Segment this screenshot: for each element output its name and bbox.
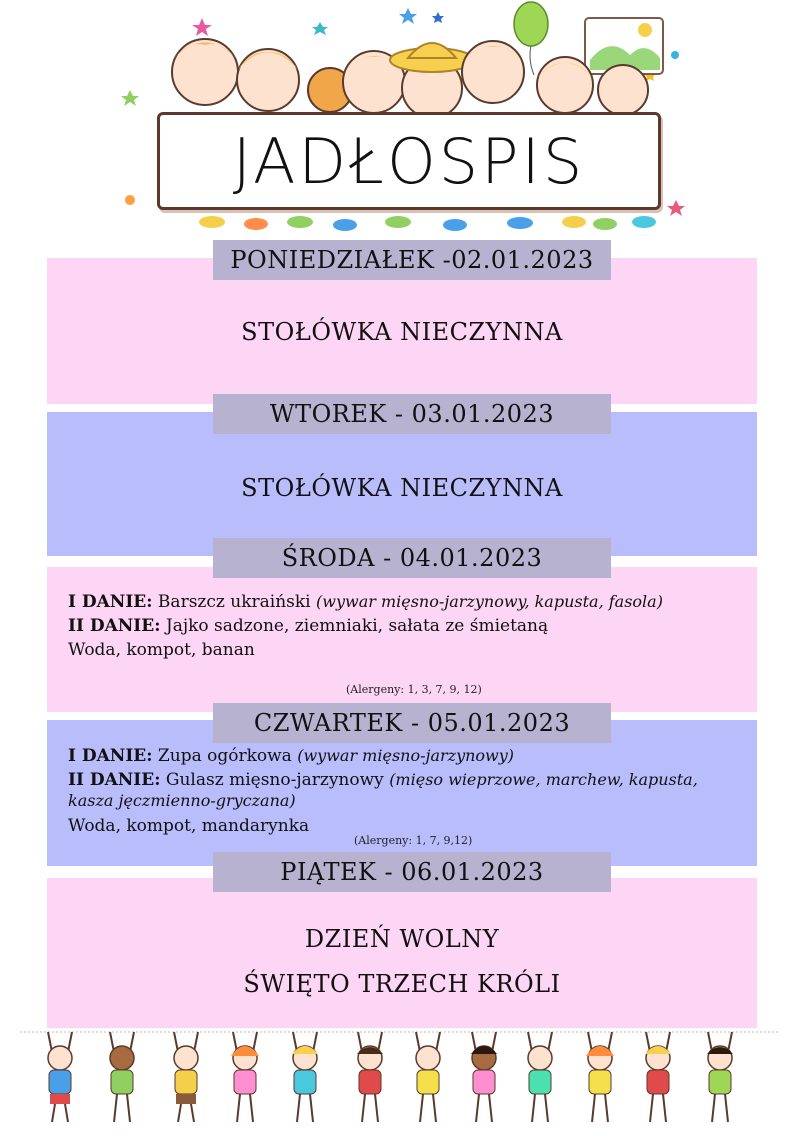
menu-thursday bbox=[68, 744, 758, 838]
hanging-kids-art bbox=[0, 1030, 800, 1132]
day-message-friday-2: ŚWIĘTO TRZECH KRÓLI bbox=[243, 970, 561, 998]
allergens-wednesday: (Alergeny: 1, 3, 7, 9, 12) bbox=[346, 683, 482, 696]
menu-line-second-course: II DANIE: Jajko sadzone, ziemniaki, sałata ze śmietaną bbox=[68, 616, 549, 636]
day-message-monday: STOŁÓWKA NIECZYNNA bbox=[241, 318, 563, 346]
kid-feet bbox=[199, 216, 656, 231]
allergens-thursday: (Alergeny: 1, 7, 9,12) bbox=[354, 834, 473, 847]
menu-line-second-course-cont: kasza jęczmienno-gryczana) bbox=[68, 791, 296, 810]
kid-heads bbox=[172, 39, 648, 118]
day-label-thursday: CZWARTEK - 05.01.2023 bbox=[213, 703, 611, 743]
menu-line-first-course: I DANIE: Zupa ogórkowa (wywar mięsno-jarzynowy) bbox=[68, 746, 515, 766]
hanging-kids bbox=[48, 1032, 733, 1122]
page-title: JADŁOSPIS bbox=[232, 124, 586, 198]
header-illustration bbox=[0, 0, 800, 235]
menu-line-drinks: Woda, kompot, banan bbox=[68, 640, 255, 660]
title-banner bbox=[157, 112, 661, 210]
day-message-tuesday: STOŁÓWKA NIECZYNNA bbox=[241, 474, 563, 502]
footer-illustration bbox=[0, 1030, 800, 1132]
menu-line-drinks: Woda, kompot, mandarynka bbox=[68, 816, 310, 836]
menu-line-first-course: I DANIE: Barszcz ukraiński (wywar mięsno-jarzynowy, kapusta, fasola) bbox=[68, 592, 663, 612]
day-label-wednesday: ŚRODA - 04.01.2023 bbox=[213, 538, 611, 578]
day-label-tuesday: WTOREK - 03.01.2023 bbox=[213, 394, 611, 434]
day-message-friday: DZIEŃ WOLNY bbox=[304, 925, 500, 953]
day-label-friday: PIĄTEK - 06.01.2023 bbox=[213, 852, 611, 892]
menu-wednesday bbox=[68, 590, 758, 662]
day-panel-friday bbox=[47, 878, 757, 1028]
menu-line-second-course: II DANIE: Gulasz mięsno-jarzynowy (mięso wieprzowe, marchew, kapusta, bbox=[68, 770, 698, 790]
day-label-monday: PONIEDZIAŁEK -02.01.2023 bbox=[213, 240, 611, 280]
